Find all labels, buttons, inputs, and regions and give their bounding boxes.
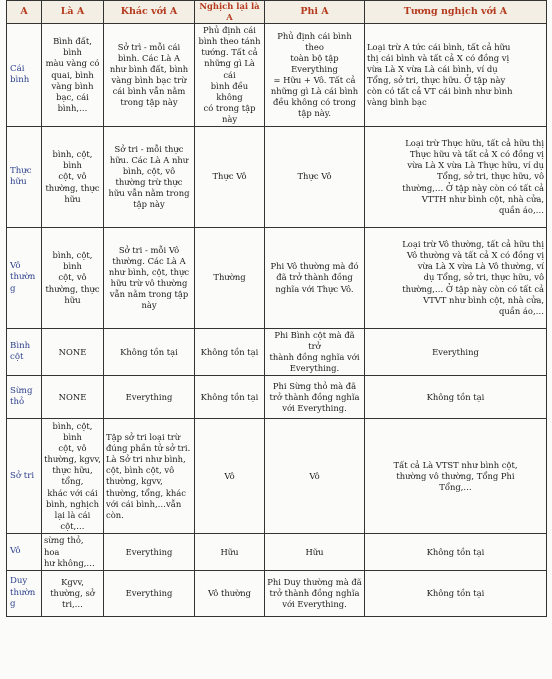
cell-khac-voi-a: Everything (104, 570, 195, 616)
table-row (7, 127, 547, 228)
row-label: Thực hữu (7, 127, 42, 228)
cell-khac-voi-a: Sở tri - mỗi thực hữu. Các Là A như bình, cột, vô thường trừ thực hữu vẫn nằm trong tập này (104, 127, 195, 228)
cell-khac-voi-a: Không tồn tại (104, 329, 195, 376)
row-label: Vô thường (7, 228, 42, 329)
cell-la-a: bình, cột, bình cột, vô thường, thực hữu (42, 228, 104, 329)
cell-tuong-nghich-voi-a: Tất cả Là VTST như bình cột, thường vô thường, Tổng Phi Tổng,… (365, 419, 547, 534)
cell-phi-a: Phi Vô thường mà đó đã trở thành đồng nghĩa với Thực Vô. (265, 228, 365, 329)
header-tuong-nghich-voi-a: Tương nghịch với A (365, 1, 547, 24)
cell-khac-voi-a: Everything (104, 534, 195, 570)
table-row (7, 534, 547, 570)
cell-la-a: bình, cột, bình cột, vô thường, kgvv, thực hữu, tổng, khác với cái bình, nghịch lại là cái cột,… (42, 419, 104, 534)
row-label: Duy thường (7, 570, 42, 616)
cell-tuong-nghich-voi-a: Everything (365, 329, 547, 376)
cell-la-a: bình, cột, bình cột, vô thường, thực hữu (42, 127, 104, 228)
cell-nghich-lai-la-a: Vô (195, 419, 265, 534)
table-row (7, 228, 547, 329)
cell-nghich-lai-la-a: Không tồn tại (195, 329, 265, 376)
header-la-a: Là A (42, 1, 104, 24)
row-label: Vô (7, 534, 42, 570)
header-a: A (7, 1, 42, 24)
cell-nghich-lai-la-a: Thường (195, 228, 265, 329)
cell-la-a: Bình đất, bình màu vàng có quai, bình vàng bình bạc, cái bình,… (42, 24, 104, 127)
row-label: Cái bình (7, 24, 42, 127)
table-row (7, 376, 547, 419)
cell-phi-a: Thực Vô (265, 127, 365, 228)
cell-nghich-lai-la-a: Phủ định cái bình theo tánh tướng. Tất cả những gì Là cái bình đều không có trong tập này (195, 24, 265, 127)
header-phi-a: Phi A (265, 1, 365, 24)
cell-phi-a: Phi Sừng thỏ mà đã trở thành đồng nghĩa với Everything. (265, 376, 365, 419)
table-header-row (7, 1, 547, 24)
header-nghich-lai-la-a: Nghịch lại là A (195, 1, 265, 24)
cell-la-a: Kgvv, thường, sở tri,… (42, 570, 104, 616)
cell-la-a: sừng thỏ, hoa hư không,… (42, 534, 104, 570)
header-khac-voi-a: Khác với A (104, 1, 195, 24)
cell-tuong-nghich-voi-a: Không tồn tại (365, 534, 547, 570)
comparison-table (6, 0, 547, 617)
row-label: Sừng thỏ (7, 376, 42, 419)
cell-nghich-lai-la-a: Hữu (195, 534, 265, 570)
cell-phi-a: Phi Bình cột mà đã trở thành đồng nghĩa với Everything. (265, 329, 365, 376)
cell-phi-a: Phi Duy thường mà đã trở thành đồng nghĩa với Everything. (265, 570, 365, 616)
cell-phi-a: Phủ định cái bình theo toàn bộ tập Everything = Hữu + Vô. Tất cả những gì Là cái bình đều không có trong tập này. (265, 24, 365, 127)
row-label: Sở tri (7, 419, 42, 534)
cell-tuong-nghich-voi-a: Không tồn tại (365, 570, 547, 616)
cell-khac-voi-a: Tập sở tri loại trừ đúng phần tử sở tri. Là Sở tri như bình, cột, bình cột, vô thường, kgvv, thường, tổng, khác với cái bình,…vẫn còn. (104, 419, 195, 534)
table-row (7, 24, 547, 127)
cell-nghich-lai-la-a: Không tồn tại (195, 376, 265, 419)
cell-phi-a: Hữu (265, 534, 365, 570)
cell-tuong-nghich-voi-a: Loại trừ Thực hữu, tất cả hữu thị Thực hữu và tất cả X có đồng vị vừa Là X vừa Là Thực hữu, ví dụ Tổng, sở tri, thực hữu, vô thường,… Ở tập này còn có tất cả VTTH như bình cột, nhà cửa, quần áo,… (365, 127, 547, 228)
table-row (7, 570, 547, 616)
cell-phi-a: Vô (265, 419, 365, 534)
cell-tuong-nghich-voi-a: Loại trừ Vô thường, tất cả hữu thị Vô thường và tất cả X có đồng vị vừa Là X vừa Là Vô thường, ví dụ Tổng, sở tri, thực hữu, vô thường,… Ở tập này còn có tất cả VTVT như bình cột, nhà cửa, quần áo,… (365, 228, 547, 329)
row-label: Bình cột (7, 329, 42, 376)
cell-nghich-lai-la-a: Thực Vô (195, 127, 265, 228)
cell-la-a: NONE (42, 376, 104, 419)
table-row (7, 329, 547, 376)
cell-khac-voi-a: Everything (104, 376, 195, 419)
cell-khac-voi-a: Sở tri - mỗi Vô thường. Các Là A như bình, cột, thực hữu trừ vô thường vẫn nằm trong tập này (104, 228, 195, 329)
cell-tuong-nghich-voi-a: Loại trừ A tức cái bình, tất cả hữu thị cái bình và tất cả X có đồng vị vừa Là X vừa Là cái bình, ví dụ Tổng, sở tri, thực hữu. Ở tập này còn có tất cả VT cái bình như bình vàng bình bạc (365, 24, 547, 127)
table-row (7, 419, 547, 534)
cell-khac-voi-a: Sở trì - mỗi cái bình. Các Là A như bình đất, bình vàng bình bạc trừ cái bình vẫn nằm trong tập này (104, 24, 195, 127)
cell-la-a: NONE (42, 329, 104, 376)
cell-tuong-nghich-voi-a: Không tồn tại (365, 376, 547, 419)
cell-nghich-lai-la-a: Vô thường (195, 570, 265, 616)
